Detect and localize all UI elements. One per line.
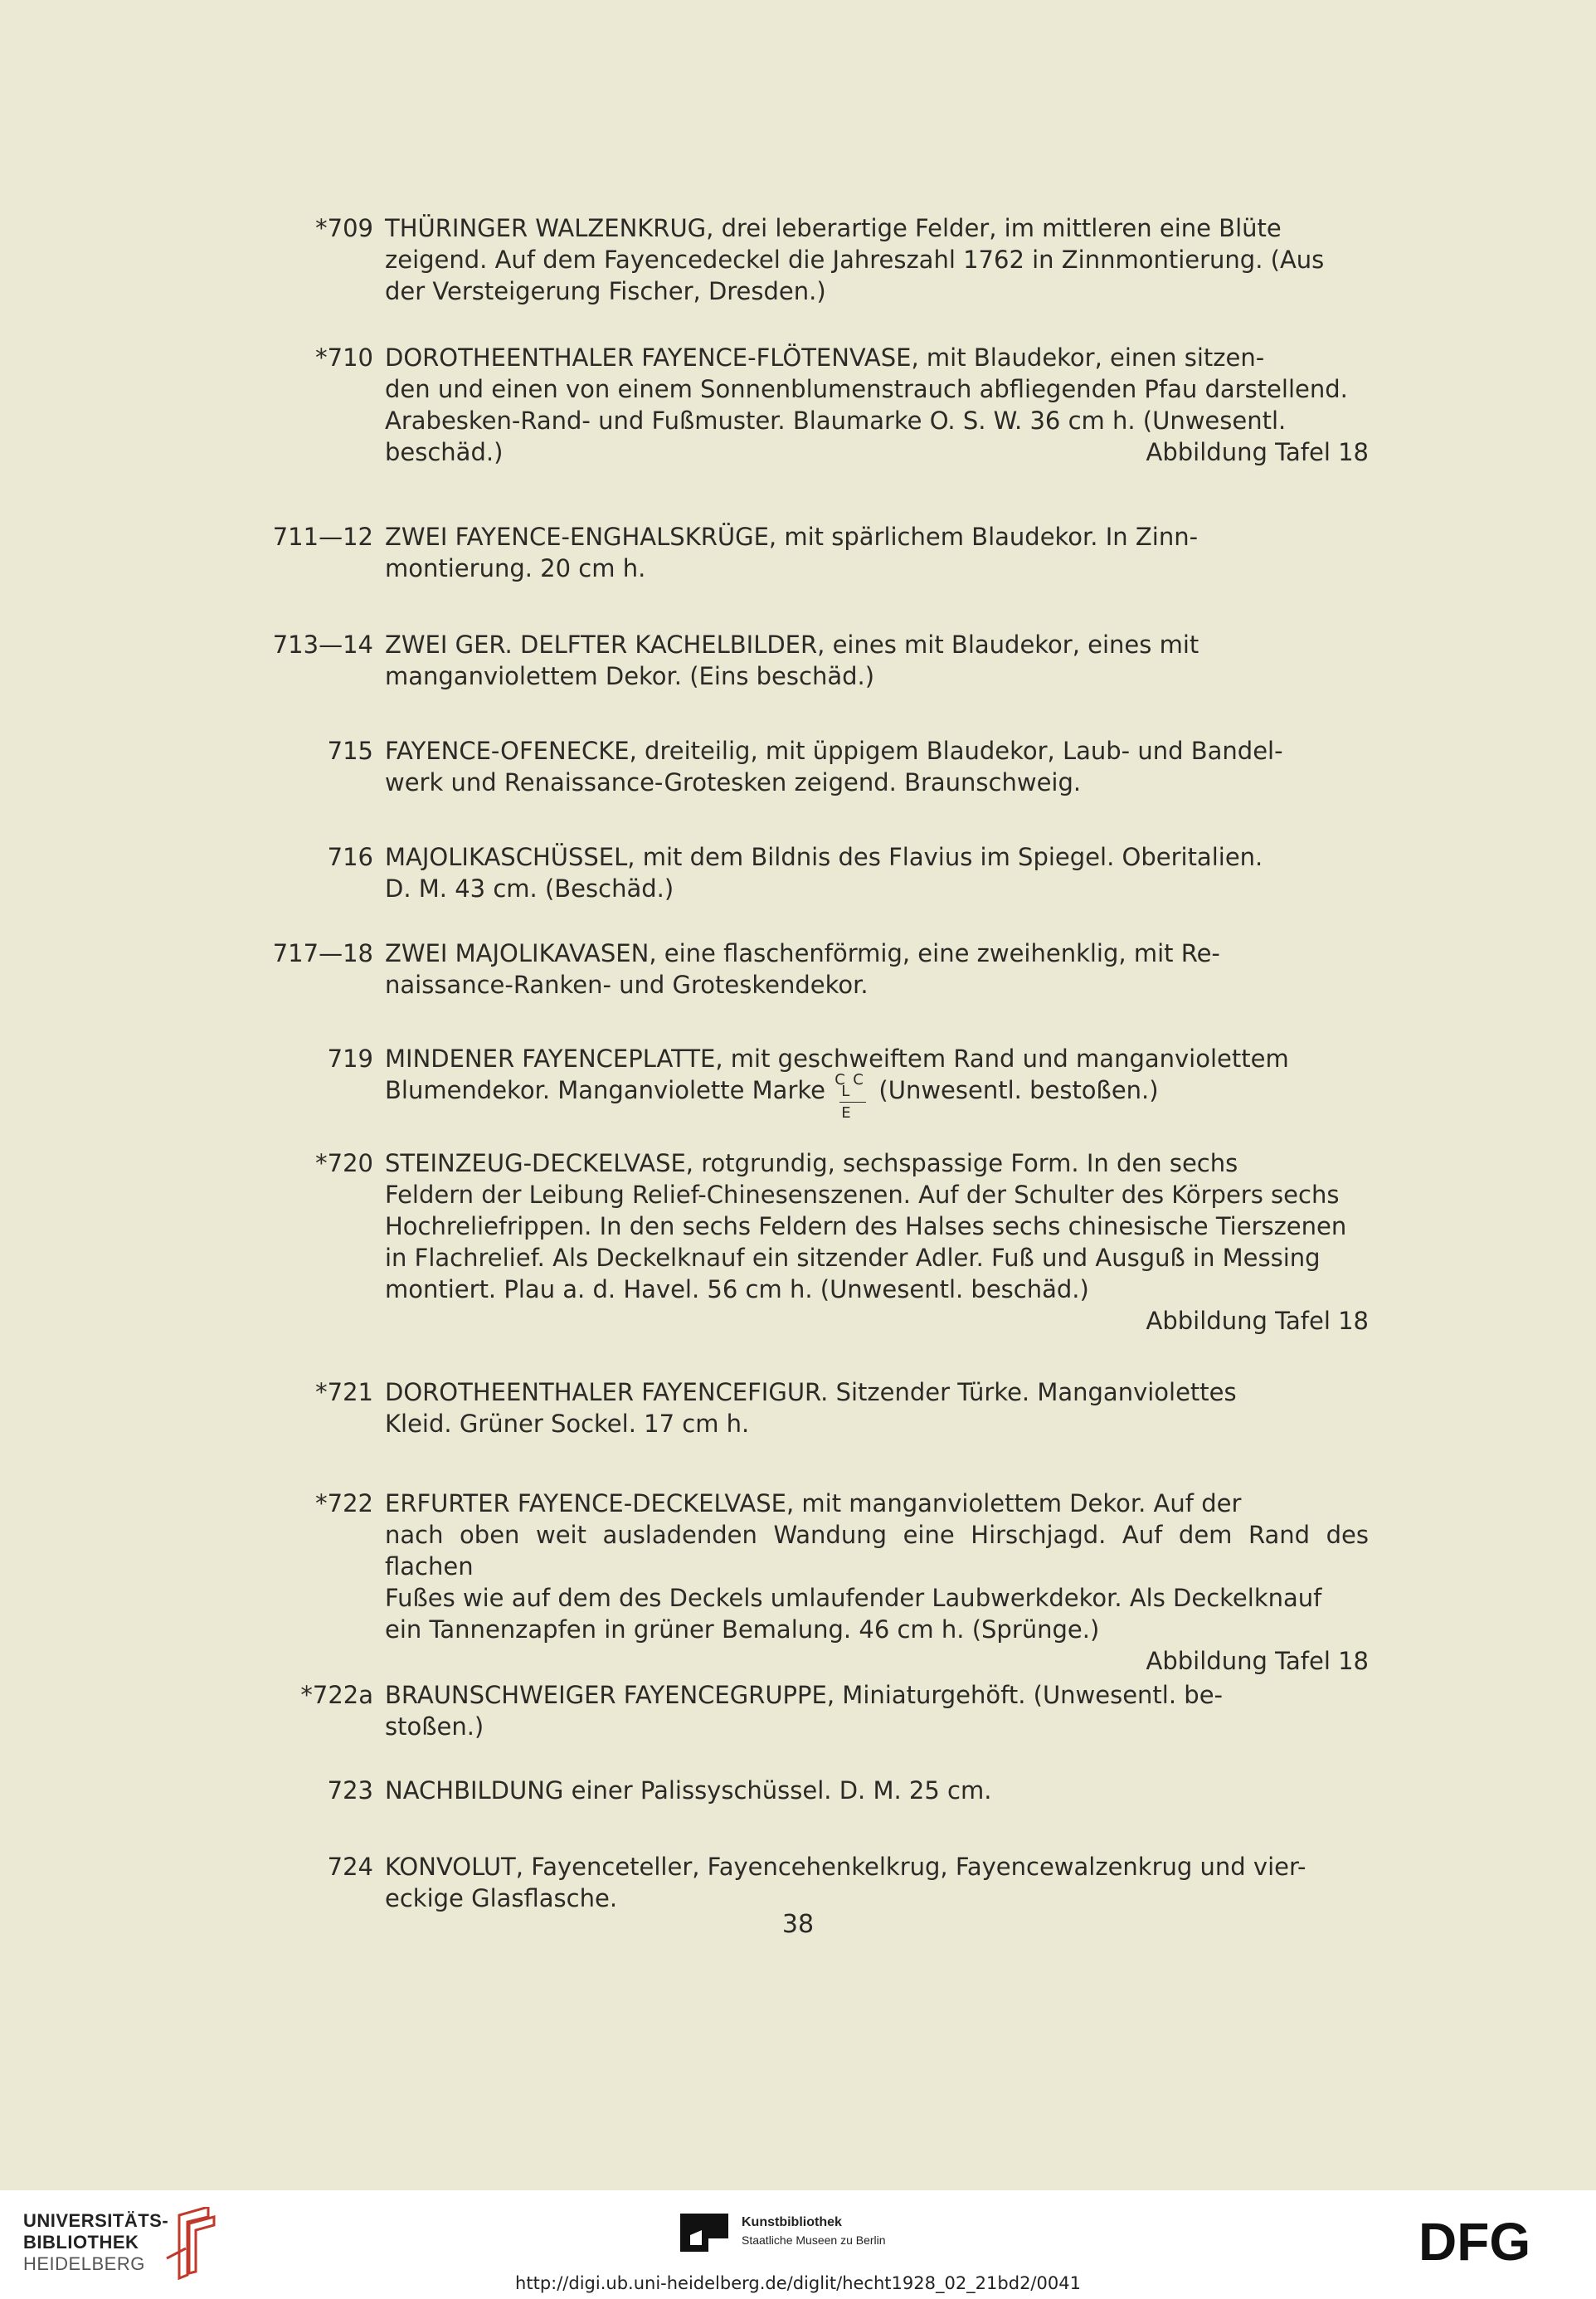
entry-line: naissance-Ranken- und Groteskendekor. bbox=[385, 971, 869, 999]
entry-717-18 bbox=[272, 938, 1369, 1001]
entry-724 bbox=[290, 1851, 1369, 1914]
entry-line: manganviolettem Dekor. (Eins beschäd.) bbox=[385, 662, 875, 690]
museum-emblem-icon bbox=[680, 2214, 730, 2255]
entry-line: Feldern der Leibung Relief-Chinesenszenen. Auf der Schulter des Körpers sechs bbox=[385, 1181, 1340, 1209]
entry-721 bbox=[290, 1376, 1369, 1439]
page-number: 38 bbox=[781, 1910, 815, 1939]
mark-rule bbox=[839, 1102, 866, 1103]
entry-711-12 bbox=[272, 521, 1369, 584]
lot-number: *710 bbox=[315, 343, 373, 372]
entry-line: ERFURTER FAYENCE-DECKELVASE, mit manganviolettem Dekor. Auf der bbox=[385, 1489, 1242, 1517]
lot-number: 723 bbox=[327, 1776, 373, 1805]
entry-line: nach oben weit ausladenden Wandung eine Hirschjagd. Auf dem Rand des flachen bbox=[385, 1521, 1369, 1581]
lot-number: *722a bbox=[300, 1681, 373, 1709]
entry-710: *710 DOROTHEENTHALER FAYENCE-FLÖTENVASE, mit Blaudekor, einen sitzen- den und einen von einem Sonnenblumenstrauch abfliegenden Pfau darstellend. Arabesken-Rand- und Fußmuster. Blaumarke O. S. W. 36 cm h. (Unwesentl. beschäd.) Abbildung Tafel 18 bbox=[290, 342, 1369, 468]
lot-number: 724 bbox=[327, 1853, 373, 1881]
entry-line: STEINZEUG-DECKELVASE, rotgrundig, sechspassige Form. In den sechs bbox=[385, 1149, 1238, 1177]
entry-716 bbox=[290, 841, 1369, 904]
lot-number: 719 bbox=[327, 1045, 373, 1073]
entry-722 bbox=[290, 1488, 1369, 1677]
mark-letter: L bbox=[841, 1083, 850, 1100]
entry-line: NACHBILDUNG einer Palissyschüssel. D. M. 25 cm. bbox=[385, 1776, 992, 1805]
plate-reference: Abbildung Tafel 18 bbox=[1146, 438, 1369, 466]
entry-line-with-mark bbox=[385, 1071, 1369, 1122]
entry-line: ZWEI GER. DELFTER KACHELBILDER, eines mit Blaudekor, eines mit bbox=[385, 631, 1199, 659]
entry-715 bbox=[290, 735, 1369, 798]
lot-number: *709 bbox=[315, 214, 373, 242]
entry-line: Blumendekor. Manganviolette Marke bbox=[385, 1076, 825, 1104]
entry-line: KONVOLUT, Fayenceteller, Fayencehenkelkrug, Fayencewalzenkrug und vier- bbox=[385, 1853, 1306, 1881]
entry-line: DOROTHEENTHALER FAYENCEFIGUR. Sitzender Türke. Manganviolettes bbox=[385, 1378, 1237, 1406]
entry-line: ein Tannenzapfen in grüner Bemalung. 46 cm h. (Sprünge.) bbox=[385, 1615, 1100, 1644]
entry-line: stoßen.) bbox=[385, 1712, 484, 1741]
mark-letter: C bbox=[853, 1071, 864, 1089]
entry-line: Arabesken-Rand- und Fußmuster. Blaumarke O. S. W. 36 cm h. (Unwesentl. bbox=[385, 407, 1287, 435]
entry-line: eckige Glasflasche. bbox=[385, 1884, 618, 1912]
plate-reference: Abbildung Tafel 18 bbox=[1146, 1647, 1369, 1675]
entry-line: Kleid. Grüner Sockel. 17 cm h. bbox=[385, 1410, 750, 1438]
entry-line: BRAUNSCHWEIGER FAYENCEGRUPPE, Miniaturgehöft. (Unwesentl. be- bbox=[385, 1681, 1224, 1709]
entry-line: in Flachrelief. Als Deckelknauf ein sitzender Adler. Fuß und Ausguß in Messing bbox=[385, 1244, 1321, 1272]
lot-number: 713—14 bbox=[272, 631, 373, 659]
lot-number: *722 bbox=[315, 1489, 373, 1517]
entry-719 bbox=[290, 1043, 1369, 1122]
mark-letter: E bbox=[841, 1104, 851, 1122]
entry-720 bbox=[290, 1147, 1369, 1337]
source-url-link[interactable]: http://digi.ub.uni-heidelberg.de/diglit/hecht1928_02_21bd2/0041 bbox=[515, 2273, 1081, 2293]
entry-line: MAJOLIKASCHÜSSEL, mit dem Bildnis des Flavius im Spiegel. Oberitalien. bbox=[385, 843, 1263, 871]
logo-text: BIBLIOTHEK bbox=[23, 2232, 139, 2253]
digitization-footer bbox=[0, 2190, 1596, 2299]
dfg-text: DFG bbox=[1418, 2215, 1531, 2265]
entry-line: FAYENCE-OFENECKE, dreiteilig, mit üppigem Blaudekor, Laub- und Bandel- bbox=[385, 737, 1283, 765]
entry-line: MINDENER FAYENCEPLATTE, mit geschweiftem Rand und manganviolettem bbox=[385, 1045, 1289, 1073]
lot-number: 716 bbox=[327, 843, 373, 871]
entry-line: (Unwesentl. bestoßen.) bbox=[878, 1076, 1159, 1104]
entry-line: THÜRINGER WALZENKRUG, drei leberartige Felder, im mittleren eine Blüte bbox=[385, 214, 1282, 242]
entry-722a bbox=[290, 1679, 1369, 1742]
entry-line: DOROTHEENTHALER FAYENCE-FLÖTENVASE, mit Blaudekor, einen sitzen- bbox=[385, 343, 1265, 372]
entry-723 bbox=[290, 1775, 1369, 1806]
logo-text: HEIDELBERG bbox=[23, 2253, 145, 2274]
logo-text: UNIVERSITÄTS- bbox=[23, 2210, 169, 2231]
lot-number: 717—18 bbox=[272, 939, 373, 967]
entry-line: montierung. 20 cm h. bbox=[385, 554, 646, 582]
lot-number: *720 bbox=[315, 1149, 373, 1177]
entry-line: zeigend. Auf dem Fayencedeckel die Jahreszahl 1762 in Zinnmontierung. (Aus bbox=[385, 246, 1325, 274]
dfg-logo[interactable] bbox=[1418, 2215, 1568, 2265]
lot-number: 715 bbox=[327, 737, 373, 765]
kb-subtitle: Staatliche Museen zu Berlin bbox=[742, 2233, 886, 2247]
entry-line: Fußes wie auf dem des Deckels umlaufender Laubwerkdekor. Als Deckelknauf bbox=[385, 1584, 1322, 1612]
lot-number: 711—12 bbox=[272, 523, 373, 551]
plate-reference: Abbildung Tafel 18 bbox=[1146, 1307, 1369, 1335]
entry-line: werk und Renaissance-Grotesken zeigend. Braunschweig. bbox=[385, 768, 1082, 796]
library-emblem-icon bbox=[163, 2207, 221, 2282]
entry-line: D. M. 43 cm. (Beschäd.) bbox=[385, 874, 674, 903]
entry-line: ZWEI FAYENCE-ENGHALSKRÜGE, mit spärlichem Blaudekor. In Zinn- bbox=[385, 523, 1199, 551]
entry-line: Hochreliefrippen. In den sechs Feldern des Halses sechs chinesische Tierszenen bbox=[385, 1212, 1347, 1240]
entry-line: den und einen von einem Sonnenblumenstrauch abfliegenden Pfau darstellend. bbox=[385, 375, 1348, 403]
kunstbibliothek-logo[interactable] bbox=[680, 2207, 954, 2257]
entry-line: der Versteigerung Fischer, Dresden.) bbox=[385, 277, 826, 305]
mark-letter: C bbox=[834, 1071, 845, 1089]
entry-713-14 bbox=[272, 629, 1369, 692]
entry-line: montiert. Plau a. d. Havel. 56 cm h. (Unwesentl. beschäd.) bbox=[385, 1275, 1089, 1303]
factory-mark bbox=[833, 1071, 871, 1122]
entry-709 bbox=[290, 212, 1369, 307]
lot-number: *721 bbox=[315, 1378, 373, 1406]
entry-line: ZWEI MAJOLIKAVASEN, eine flaschenförmig, eine zweihenklig, mit Re- bbox=[385, 939, 1220, 967]
kb-name: Kunstbibliothek bbox=[742, 2215, 842, 2229]
